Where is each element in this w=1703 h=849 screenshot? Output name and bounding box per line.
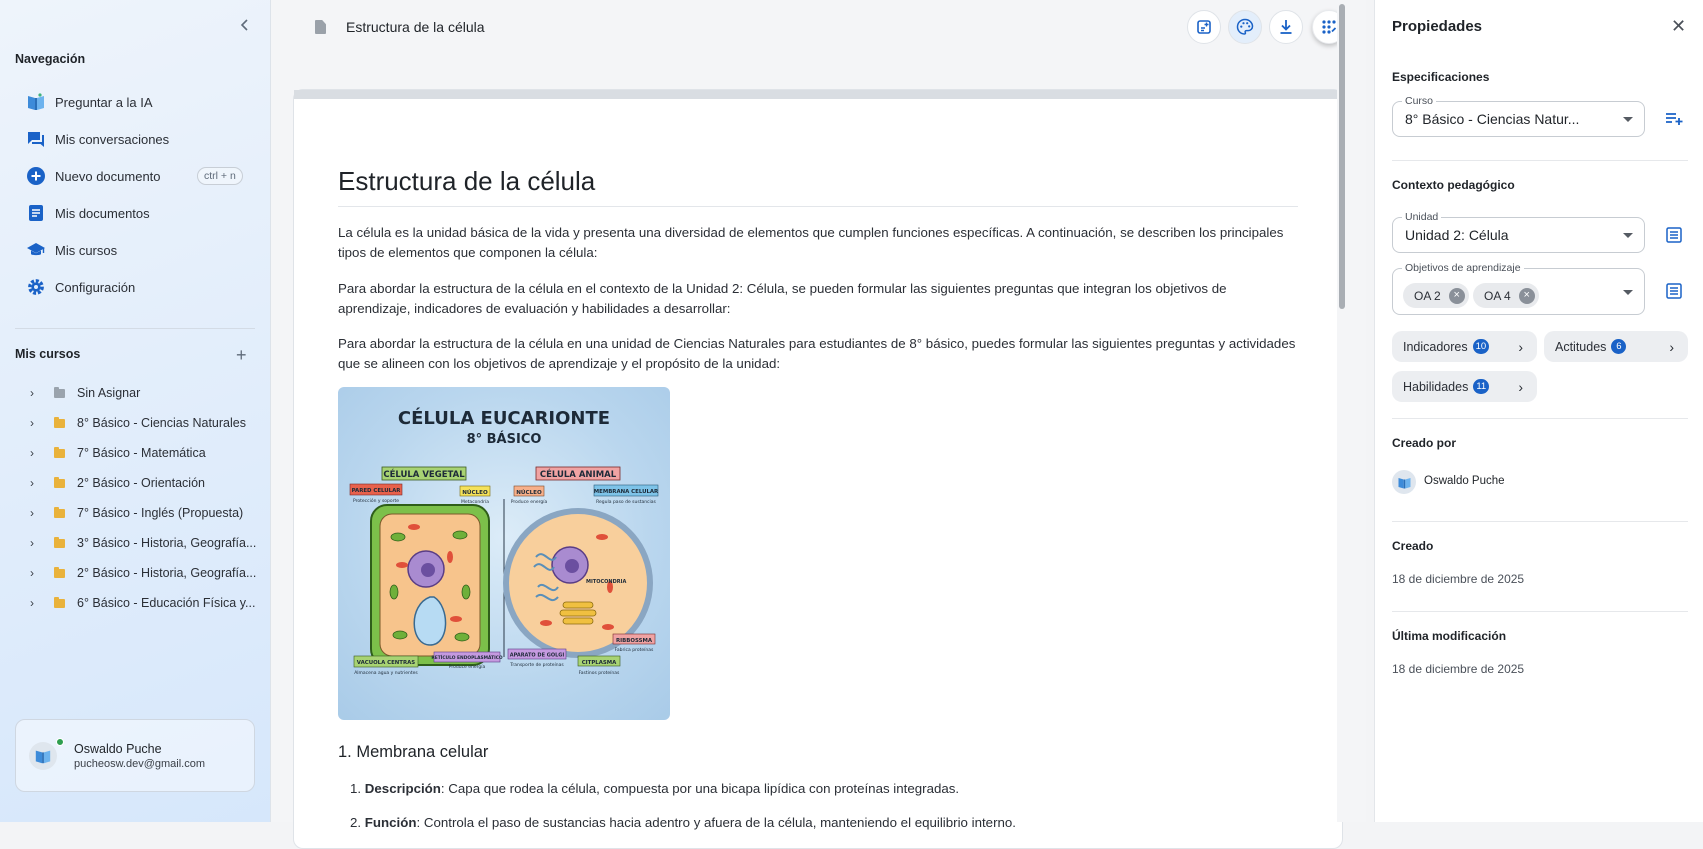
chevron-left-icon [240, 19, 250, 31]
course-select-value: 8° Básico - Ciencias Natur... [1405, 111, 1580, 127]
nav-ask-ai-label: Preguntar a la IA [55, 94, 153, 110]
apps-icon [1321, 19, 1337, 35]
close-icon[interactable]: ✕ [1671, 16, 1687, 36]
panel-divider [1392, 418, 1688, 419]
chevron-right-icon: › [30, 386, 34, 400]
course-item[interactable] [30, 502, 243, 524]
indicators-count-badge: 10 [1473, 339, 1490, 354]
ribosome-label: RIBBOSSMA [615, 638, 653, 644]
nav-my-courses[interactable] [26, 238, 117, 262]
collapse-sidebar-button[interactable] [234, 14, 256, 36]
course-item[interactable] [30, 412, 246, 434]
paragraph-3[interactable]: Para abordar la estructura de la célula en una unidad de Ciencias Naturales para estudiantes de 8° básico, puedes formular las siguientes preguntas y actividades que se alineen con los objetivos de aprendizaje y el propósito de la unidad: [338, 336, 1296, 371]
download-button[interactable] [1269, 10, 1303, 44]
add-note-icon [1196, 19, 1212, 35]
paragraph-1[interactable]: La célula es la unidad básica de la vida y presenta una diversidad de elementos que cumplen funciones específicas. A continuación, se describen los principales tipos de elementos que componen la célula: [338, 225, 1284, 260]
folder-icon [54, 509, 65, 518]
course-label: 2° Básico - Orientación [77, 476, 205, 490]
courses-title: Mis cursos [15, 347, 81, 361]
sidebar-divider [15, 328, 255, 329]
course-label: 3° Básico - Historia, Geografía... [77, 536, 257, 550]
folder-icon [54, 569, 65, 578]
mitochondria-label: MITOCONDRIA [586, 579, 627, 585]
golgi-label: APARATO DE GOLGI [509, 652, 565, 659]
list-view-icon[interactable] [1664, 225, 1684, 245]
navigation-title: Navegación [15, 52, 86, 66]
list-item[interactable] [350, 781, 959, 796]
modified-title: Última modificación [1392, 629, 1507, 643]
list-number: 2. [350, 815, 362, 830]
list-number: 1. [350, 781, 362, 796]
course-label: 7° Básico - Inglés (Propuesta) [77, 506, 244, 520]
indicators-button[interactable] [1392, 331, 1537, 362]
list-text: : Capa que rodea la célula, compuesta por una bicapa lipídica con proteínas integradas. [440, 781, 960, 796]
nav-settings[interactable] [26, 275, 135, 299]
nav-my-courses-label: Mis cursos [55, 242, 118, 258]
panel-divider [1392, 521, 1688, 522]
scrollbar-thumb[interactable] [1339, 4, 1345, 309]
golgi-sub: Transporte de proteínas [510, 663, 564, 668]
chevron-right-icon: › [30, 506, 34, 520]
skills-button[interactable] [1392, 371, 1537, 402]
objectives-select-label: Objetivos de aprendizaje [1402, 262, 1524, 274]
reticulum-sub: Produce energía [448, 665, 486, 670]
section-heading[interactable]: 1. Membrana celular [338, 743, 489, 761]
list-item[interactable] [350, 815, 1016, 830]
online-status-dot [56, 738, 64, 746]
skills-count-badge: 11 [1473, 379, 1489, 394]
paragraph-2[interactable]: Para abordar la estructura de la célula en el contexto de la Unidad 2: Célula, se pueden formular las siguientes preguntas que integran los objetivos de aprendizaje, indicadores de evaluación y habilidades a desarrollar: [338, 281, 1227, 316]
membrane-sub: Regula paso de sustancias [596, 500, 656, 505]
document-heading[interactable]: Estructura de la célula [338, 166, 596, 196]
book-ai-icon [26, 92, 46, 112]
panel-divider [1392, 611, 1688, 612]
membrane-label: MEMBRANA CELULAR [593, 489, 659, 495]
chevron-right-icon: › [1518, 378, 1523, 395]
unit-select-value: Unidad 2: Célula [1405, 227, 1509, 243]
course-item[interactable] [30, 592, 255, 614]
objective-chip [1403, 283, 1469, 308]
folder-icon [54, 389, 65, 398]
cell-wall-sub: Protección y soporte [352, 499, 400, 504]
nav-new-document[interactable] [26, 164, 161, 188]
course-select-label: Curso [1402, 95, 1436, 107]
chevron-right-icon: › [30, 596, 34, 610]
nav-ask-ai[interactable] [26, 90, 153, 114]
chevron-right-icon: › [30, 566, 34, 580]
list-text: : Controla el paso de sustancias hacia adentro y afuera de la célula, manteniendo el equilibrio interno. [416, 815, 1016, 830]
attitudes-count-badge: 6 [1611, 339, 1626, 354]
cell-illustration[interactable] [338, 387, 670, 720]
chevron-right-icon: › [1669, 338, 1674, 355]
course-item[interactable] [30, 532, 256, 554]
panel-divider [1392, 160, 1688, 161]
course-label: 8° Básico - Ciencias Naturales [77, 416, 246, 430]
theme-button[interactable] [1228, 10, 1262, 44]
nav-conversations-label: Mis conversaciones [55, 131, 170, 147]
folder-icon [54, 599, 65, 608]
created-date: 18 de diciembre de 2025 [1392, 572, 1525, 586]
indicators-label: Indicadores [1403, 339, 1468, 354]
properties-panel [1374, 0, 1703, 822]
user-card[interactable] [15, 719, 255, 792]
animal-cell-header: CÉLULA ANIMAL [539, 470, 617, 480]
playlist-add-icon[interactable] [1664, 109, 1684, 129]
objective-chip-label: OA 2 [1414, 288, 1441, 303]
remove-chip-icon[interactable]: × [1519, 288, 1535, 304]
creator-name: Oswaldo Puche [1424, 475, 1505, 487]
objectives-select[interactable] [1392, 262, 1645, 315]
remove-chip-icon[interactable]: × [1449, 288, 1465, 304]
main-area [271, 0, 1366, 830]
nav-new-document-label: Nuevo documento [55, 168, 161, 184]
page-header-band [294, 90, 1342, 99]
course-label: 6° Básico - Educación Física y... [77, 596, 256, 610]
pedagogical-context-title: Contexto pedagógico [1392, 178, 1515, 192]
course-label: 2° Básico - Historia, Geografía... [77, 566, 257, 580]
plant-nucleus-sub: Metacondría [461, 500, 489, 505]
folder-icon [54, 479, 65, 488]
plus-circle-icon [26, 166, 46, 186]
nav-my-documents[interactable] [26, 201, 150, 225]
chevron-right-icon: › [1518, 338, 1523, 355]
user-email: pucheosw.dev@gmail.com [74, 758, 206, 770]
skills-label: Habilidades [1403, 379, 1469, 394]
list-term: Descripción [364, 781, 441, 796]
objective-chip-label: OA 4 [1484, 288, 1511, 303]
palette-icon [1236, 18, 1254, 36]
nav-conversations[interactable] [26, 127, 169, 151]
book-ai-icon [1397, 475, 1412, 490]
chevron-down-icon [1623, 290, 1633, 295]
folder-icon [54, 539, 65, 548]
course-item[interactable] [30, 442, 206, 464]
gear-icon [26, 277, 46, 297]
document-title-bar: Estructura de la célula [346, 19, 485, 35]
add-course-button[interactable]: + [236, 345, 247, 365]
school-icon [26, 240, 46, 260]
list-view-icon[interactable] [1664, 281, 1684, 301]
top-bar [271, 0, 1366, 58]
course-label: Sin Asignar [77, 386, 141, 400]
chevron-down-icon [1623, 233, 1633, 238]
chat-icon [26, 129, 46, 149]
add-note-button[interactable] [1187, 10, 1221, 44]
properties-title: Propiedades [1392, 18, 1483, 35]
vacuole-sub: Almacena agua y nutrientes [354, 671, 418, 676]
chevron-right-icon: › [30, 476, 34, 490]
course-item[interactable] [30, 382, 140, 404]
image-title: CÉLULA EUCARIONTE [397, 408, 611, 429]
created-by-title: Creado por [1392, 436, 1457, 450]
plant-cell-header: CÉLULA VEGETAL [383, 470, 465, 480]
unit-select[interactable] [1392, 211, 1645, 253]
chevron-right-icon: › [30, 416, 34, 430]
reticulum-label: RETÍCULO ENDOPLASMÁTICO [431, 656, 503, 661]
sidebar [0, 0, 271, 822]
specifications-title: Especificaciones [1392, 70, 1490, 84]
book-ai-icon [34, 747, 52, 765]
plant-nucleus-label: NÚCLEO [462, 490, 488, 496]
attitudes-label: Actitudes [1555, 339, 1607, 354]
course-item[interactable] [30, 472, 205, 494]
avatar [29, 742, 57, 770]
creator-avatar [1392, 470, 1416, 494]
nav-my-documents-label: Mis documentos [55, 205, 150, 221]
attitudes-button[interactable] [1544, 331, 1688, 362]
created-title: Creado [1392, 539, 1434, 553]
heading-divider [338, 206, 1298, 207]
new-document-shortcut: ctrl + n [197, 167, 243, 185]
modified-date: 18 de diciembre de 2025 [1392, 662, 1525, 676]
folder-icon [54, 449, 65, 458]
ribosome-sub: Fabrica proteínas [614, 648, 654, 653]
course-select[interactable] [1392, 95, 1645, 137]
course-item[interactable] [30, 562, 256, 584]
cytoplasm-label: CITPLASMA [581, 660, 617, 666]
animal-nucleus-label: NÚCLEO [516, 490, 542, 496]
chevron-right-icon: › [30, 536, 34, 550]
document-icon [26, 203, 46, 223]
unit-select-label: Unidad [1402, 211, 1441, 223]
user-name: Oswaldo Puche [74, 742, 162, 756]
cell-wall-label: PARED CELULAR [351, 488, 401, 494]
nav-settings-label: Configuración [55, 279, 136, 295]
objective-chip [1473, 283, 1539, 308]
chevron-right-icon: › [30, 446, 34, 460]
animal-nucleus-sub: Produce energía [510, 500, 548, 505]
chevron-down-icon [1623, 117, 1633, 122]
list-term: Función [364, 815, 417, 830]
download-icon [1279, 19, 1293, 35]
vacuole-label: VACUOLA CENTRAS [356, 660, 416, 666]
document-icon [315, 20, 326, 34]
folder-icon [54, 419, 65, 428]
course-label: 7° Básico - Matemática [77, 446, 206, 460]
cytoplasm-sub: Fastinos proteínas [578, 671, 620, 676]
image-subtitle: 8° BÁSICO [466, 432, 542, 447]
